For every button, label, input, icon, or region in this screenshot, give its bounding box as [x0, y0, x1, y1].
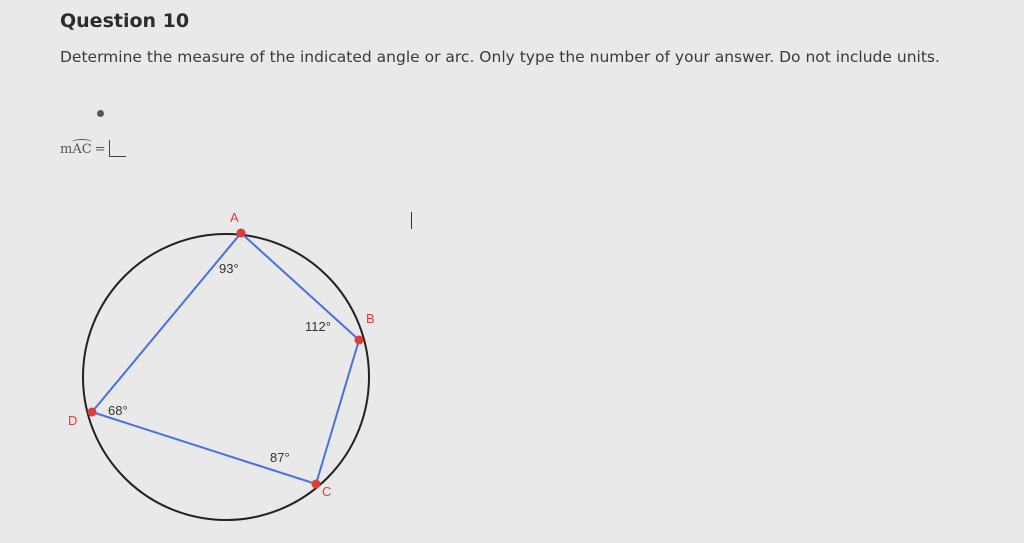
point-d-label: D [68, 413, 78, 428]
measure-prefix: m [60, 142, 73, 157]
circle-outline [83, 234, 369, 520]
arc-name-text: AC [72, 142, 92, 157]
angle-b-label: 112° [305, 319, 331, 334]
point-d-marker[interactable] [88, 408, 97, 417]
point-c-label: C [322, 484, 332, 499]
angle-a-label: 93° [219, 261, 239, 276]
angle-c-label: 87° [270, 450, 290, 465]
point-a-label: A [230, 210, 239, 225]
point-a-marker[interactable] [237, 229, 246, 238]
angle-d-label: 68° [108, 403, 128, 418]
point-c-marker[interactable] [312, 480, 321, 489]
equals-sign: = [94, 142, 106, 157]
question-instructions: Determine the measure of the indicated angle or arc. Only type the number of your answer. Do not include units. [60, 48, 940, 66]
point-b-label: B [366, 311, 375, 326]
point-b-marker[interactable] [355, 336, 364, 345]
question-title: Question 10 [60, 10, 190, 32]
